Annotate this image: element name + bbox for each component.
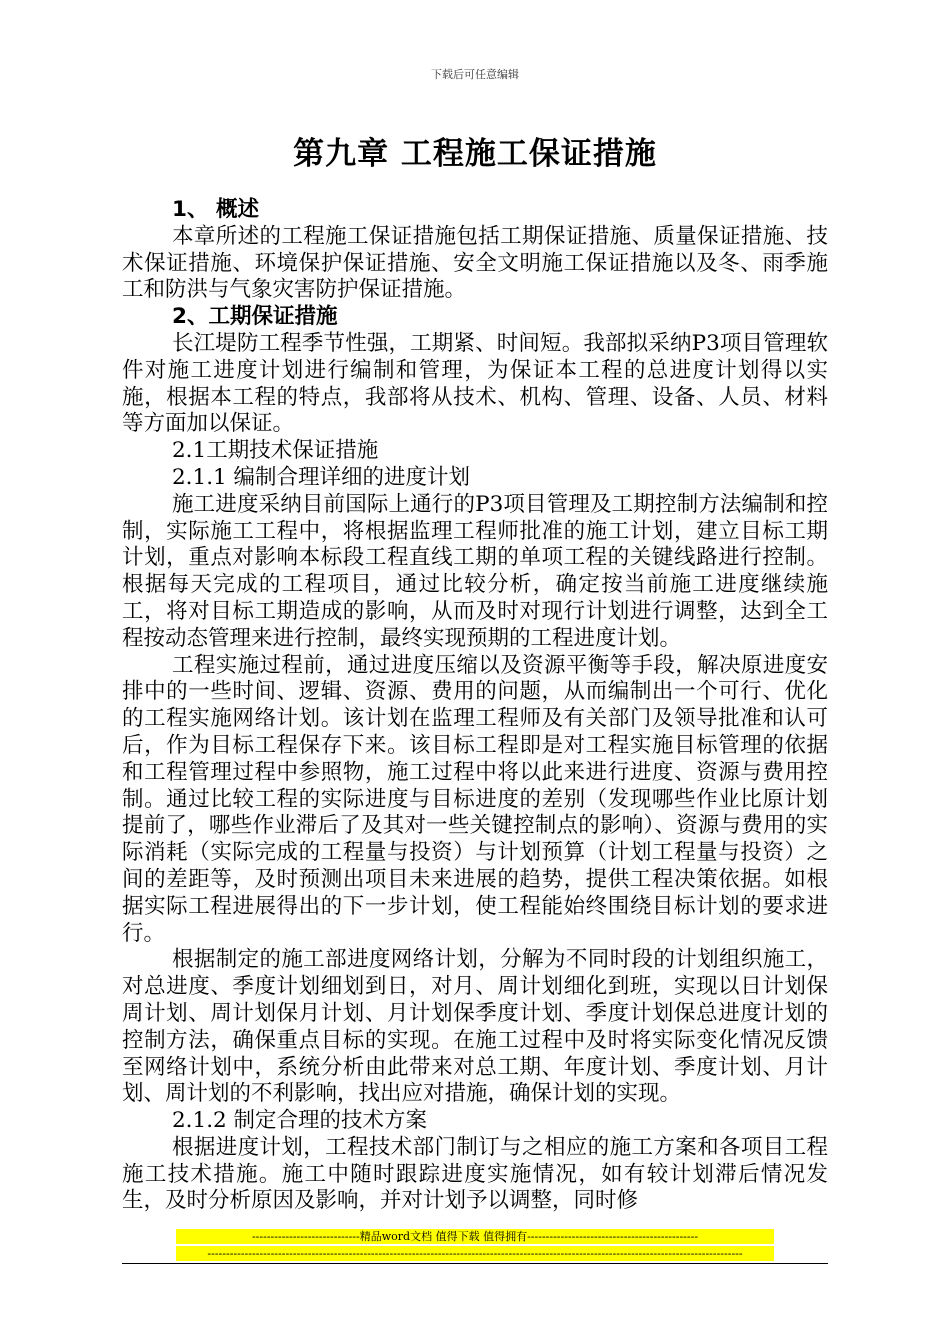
paragraph: 本章所述的工程施工保证措施包括工期保证措施、质量保证措施、技术保证措施、环境保护保证措施、安全文明施工保证措施以及冬、雨季施工和防洪与气象灾害防护保证措施。 (122, 223, 828, 303)
subsection-heading: 2.1.1 编制合理详细的进度计划 (172, 464, 471, 490)
section-heading-overview: 1、 概述 (172, 197, 259, 222)
paragraph: 施工进度采纳目前国际上通行的P3项目管理及工期控制方法编制和控制，实际施工工程中，将根据监理工程师批准的施工计划，建立目标工期计划，重点对影响本标段工程直线工期的单项工程的关键线路进行控制。根据每天完成的工程项目，通过比较分析，确定按当前施工进度继续施工，将对目标工期造成的影响，从而及时对现行计划进行调整，达到全工程按动态管理来进行控制，最终实现预期的工程进度计划。 (122, 491, 828, 651)
footer-banner-line2: ------------------------------------------------------------------------------------------------------------------------------------------------ (176, 1246, 774, 1261)
paragraph: 根据进度计划，工程技术部门制订与之相应的施工方案和各项目工程施工技术措施。施工中随时跟踪进度实施情况，如有较计划滞后情况发生，及时分析原因及影响，并对计划予以调整，同时修 (122, 1134, 828, 1214)
chapter-title: 第九章 工程施工保证措施 (293, 136, 657, 172)
paragraph: 长江堤防工程季节性强，工期紧、时间短。我部拟采纳P3项目管理软件对施工进度计划进行编制和管理，为保证本工程的总进度计划得以实施，根据本工程的特点，我部将从技术、机构、管理、设备、人员、材料等方面加以保证。 (122, 330, 828, 437)
subsection-heading: 2.1工期技术保证措施 (172, 438, 379, 464)
footer-divider (122, 1263, 828, 1264)
header-note: 下载后可任意编辑 (431, 68, 519, 81)
document-body (122, 197, 828, 1215)
subsection-heading: 2.1.2 制定合理的技术方案 (172, 1108, 428, 1134)
paragraph: 工程实施过程前，通过进度压缩以及资源平衡等手段，解决原进度安排中的一些时间、逻辑、资源、费用的问题，从而编制出一个可行、优化的工程实施网络计划。该计划在监理工程师及有关部门及领导批准和认可后，作为目标工程保存下来。该目标工程即是对工程实施目标管理的依据和工程管理过程中参照物，施工过程中将以此来进行进度、资源与费用控制。通过比较工程的实际进度与目标进度的差别（发现哪些作业比原计划提前了，哪些作业滞后了及其对一些关键控制点的影响）、资源与费用的实际消耗（实际完成的工程量与投资）与计划预算（计划工程量与投资）之间的差距等，及时预测出项目未来进展的趋势，提供工程决策依据。如根据实际工程进展得出的下一步计划，使工程能始终围绕目标计划的要求进行。 (122, 652, 828, 946)
paragraph: 根据制定的施工部进度网络计划，分解为不同时段的计划组织施工，对总进度、季度计划细划到日，对月、周计划细化到班，实现以日计划保周计划、周计划保月计划、月计划保季度计划、季度计划保总进度计划的控制方法，确保重点目标的实现。在施工过程中及时将实际变化情况反馈至网络计划中，系统分析由此带来对总工期、年度计划、季度计划、月计划、周计划的不利影响，找出应对措施，确保计划的实现。 (122, 947, 828, 1107)
section-heading-schedule: 2、工期保证措施 (172, 304, 338, 330)
footer-banner-line1: -----------------------------精品word文档 值得下载 值得拥有---------------------------------------------- (176, 1229, 774, 1244)
